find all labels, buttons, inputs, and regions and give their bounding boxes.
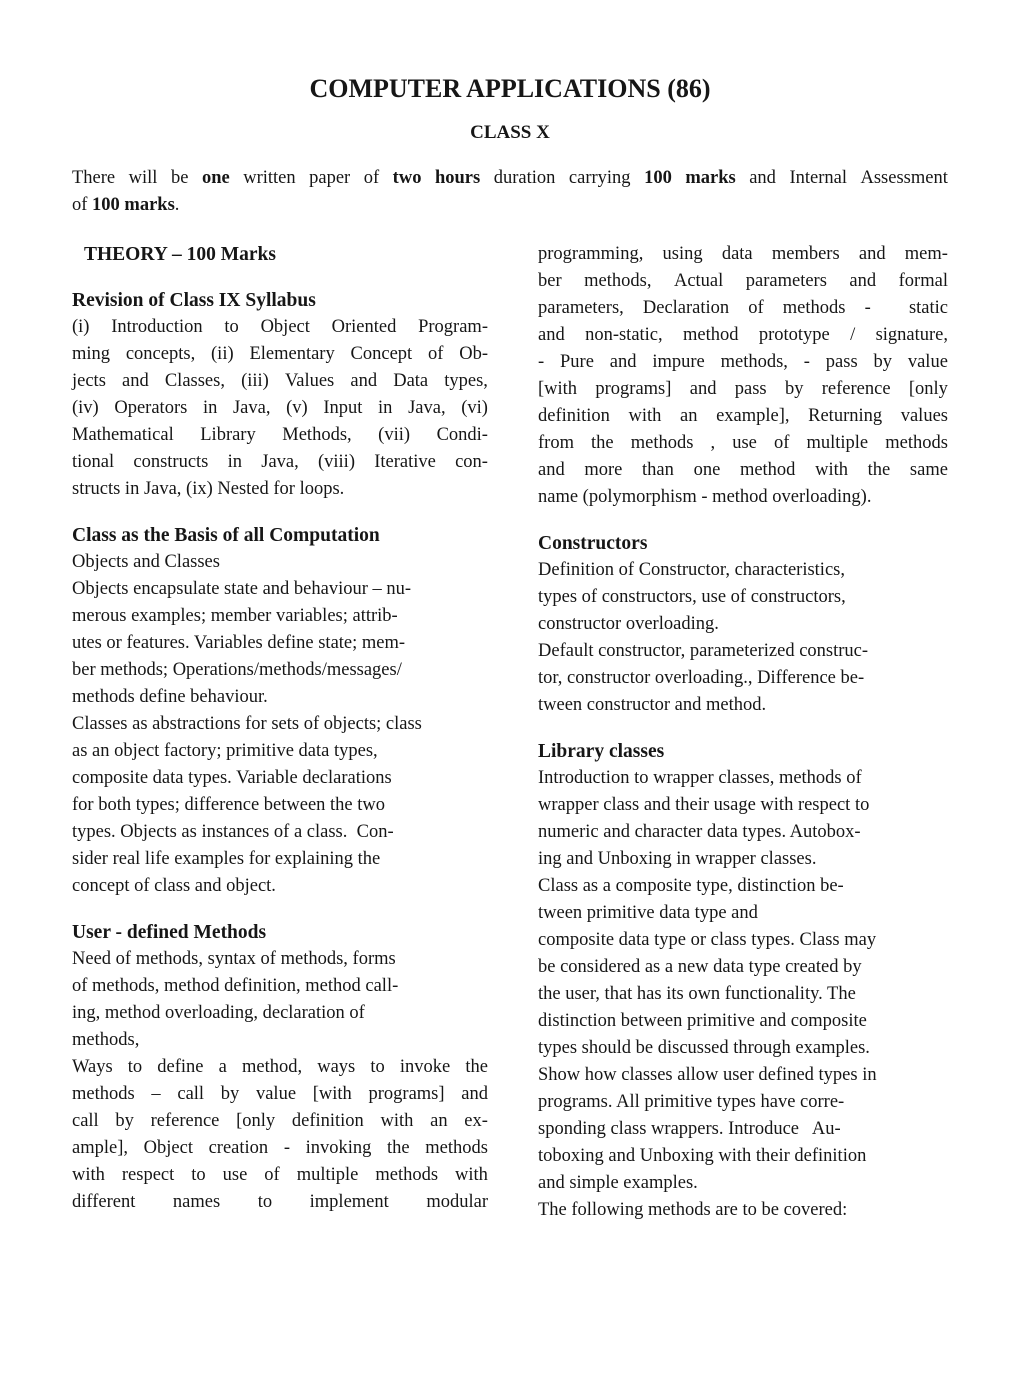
text-line: be considered as a new data type created by (538, 957, 862, 977)
text-line: concept of class and object. (72, 876, 276, 896)
text-line: for both types; difference between the two (72, 795, 386, 815)
text-line: Definition of Constructor, characteristics, (538, 560, 845, 580)
text-line: Objects and Classes (72, 552, 220, 572)
text-line: [with programs] and pass by reference [only (538, 379, 948, 399)
text-line: merous examples; member variables; attrib- (72, 606, 398, 626)
text-line: methods – call by value [with programs] and (72, 1084, 488, 1104)
text-line: methods define behaviour. (72, 687, 268, 707)
section (538, 241, 948, 511)
text-line: tween primitive data type and (538, 903, 758, 923)
text-line: call by reference [only definition with an ex- (72, 1111, 488, 1131)
text-line: and simple examples. (538, 1173, 698, 1193)
text-line: programs. All primitive types have corre- (538, 1092, 845, 1112)
text-line: of methods, method definition, method call- (72, 976, 399, 996)
section-heading: User - defined Methods (72, 922, 267, 943)
page-subtitle: CLASS X (470, 122, 550, 143)
text-line: Class as a composite type, distinction be- (538, 876, 844, 896)
text-line: tor, constructor overloading., Difference be- (538, 668, 865, 688)
text-line: and non-static, method prototype / signature, (538, 325, 948, 345)
text-line: Ways to define a method, ways to invoke the (72, 1057, 488, 1077)
text-line: (iv) Operators in Java, (v) Input in Java, (vi) (72, 398, 488, 418)
text-line: types should be discussed through examples. (538, 1038, 870, 1058)
text-line: from the methods , use of multiple methods (538, 433, 948, 453)
text-line: different names to implement modular (72, 1192, 488, 1212)
text-line: tional constructs in Java, (viii) Iterative con- (72, 452, 488, 472)
section-heading: Library classes (538, 741, 665, 762)
text-line: tween constructor and method. (538, 695, 767, 715)
text-line: ample], Object creation - invoking the methods (72, 1138, 488, 1158)
text-line: the user, that has its own functionality. The (538, 984, 856, 1004)
text-line: There will be one written paper of two hours duration carrying 100 marks and Internal Assessment (72, 168, 948, 188)
text-line: distinction between primitive and composite (538, 1011, 867, 1031)
text-line: structs in Java, (ix) Nested for loops. (72, 479, 345, 499)
text-line: of 100 marks. (72, 195, 180, 215)
left-column (72, 241, 488, 1224)
section-heading: Constructors (538, 533, 648, 554)
text-line: Objects encapsulate state and behaviour – nu- (72, 579, 412, 599)
text-line: with respect to use of multiple methods with (72, 1165, 488, 1185)
text-line: utes or features. Variables define state; mem- (72, 633, 406, 653)
text-line: The following methods are to be covered: (538, 1200, 848, 1220)
text-line: constructor overloading. (538, 614, 719, 634)
text-line: Default constructor, parameterized construc- (538, 641, 869, 661)
text-line: - Pure and impure methods, - pass by value (538, 352, 948, 372)
text-line: programming, using data members and mem- (538, 244, 948, 264)
text-line: wrapper class and their usage with respect to (538, 795, 870, 815)
text-line: Need of methods, syntax of methods, forms (72, 949, 396, 969)
text-line: ing, method overloading, declaration of (72, 1003, 365, 1023)
text-line: and more than one method with the same (538, 460, 948, 480)
text-line: toboxing and Unboxing with their definition (538, 1146, 867, 1166)
text-line: definition with an example], Returning values (538, 406, 948, 426)
text-line: composite data types. Variable declarations (72, 768, 392, 788)
text-line: Show how classes allow user defined types in (538, 1065, 877, 1085)
text-line: parameters, Declaration of methods - static (538, 298, 948, 318)
theory-heading: THEORY – 100 Marks (84, 244, 276, 265)
section (72, 287, 488, 503)
two-column-layout (72, 241, 948, 1224)
page-title: COMPUTER APPLICATIONS (86) (309, 74, 711, 103)
document-page (0, 74, 1020, 1224)
text-line: sider real life examples for explaining the (72, 849, 381, 869)
section-heading: Revision of Class IX Syllabus (72, 290, 316, 311)
text-line: name (polymorphism - method overloading). (538, 487, 872, 507)
text-line: types. Objects as instances of a class. Con- (72, 822, 394, 842)
section (538, 738, 948, 1224)
text-line: types of constructors, use of constructors, (538, 587, 846, 607)
right-column (538, 241, 948, 1224)
intro-paragraph (72, 165, 948, 219)
section (538, 530, 948, 719)
text-line: numeric and character data types. Autobox- (538, 822, 861, 842)
section-heading: Class as the Basis of all Computation (72, 525, 380, 546)
text-line: composite data type or class types. Class may (538, 930, 877, 950)
text-line: (i) Introduction to Object Oriented Program- (72, 317, 488, 337)
text-line: ber methods; Operations/methods/messages/ (72, 660, 402, 680)
section (72, 522, 488, 900)
text-line: methods, (72, 1030, 140, 1050)
text-line: ber methods, Actual parameters and formal (538, 271, 948, 291)
text-line: Mathematical Library Methods, (vii) Condi- (72, 425, 488, 445)
text-line: Introduction to wrapper classes, methods of (538, 768, 862, 788)
text-line: as an object factory; primitive data types, (72, 741, 378, 761)
text-line: sponding class wrappers. Introduce Au- (538, 1119, 841, 1139)
text-line: jects and Classes, (iii) Values and Data types, (72, 371, 488, 391)
text-line: ming concepts, (ii) Elementary Concept of Ob- (72, 344, 488, 364)
text-line: ing and Unboxing in wrapper classes. (538, 849, 817, 869)
text-line: Classes as abstractions for sets of objects; class (72, 714, 422, 734)
section (72, 919, 488, 1216)
